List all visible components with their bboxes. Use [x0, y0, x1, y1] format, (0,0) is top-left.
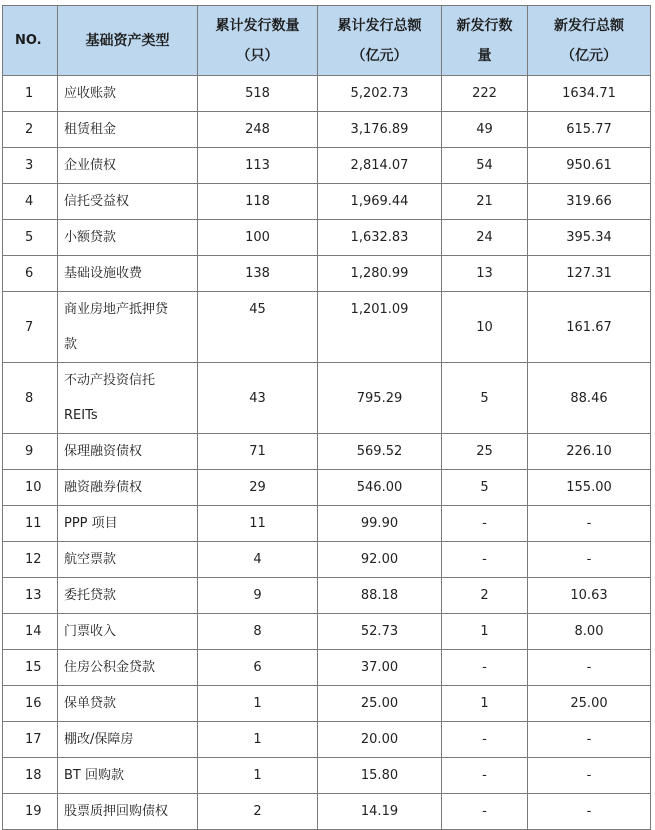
header-asset-type: 基础资产类型: [58, 6, 198, 76]
cell-asset-type: 企业债权: [58, 148, 198, 184]
cell-new-count: 1: [442, 686, 528, 722]
cell-new-amount: 10.63: [528, 578, 651, 614]
cell-no: 12: [3, 542, 58, 578]
cell-new-count: 25: [442, 434, 528, 470]
cell-new-count: 5: [442, 470, 528, 506]
cell-cumulative-amount: 92.00: [318, 542, 442, 578]
table-row: [3, 794, 651, 830]
cell-asset-type: 基础设施收费: [58, 256, 198, 292]
cell-cumulative-count: 29: [198, 470, 318, 506]
cell-asset-type: 保理融资债权: [58, 434, 198, 470]
cell-new-amount: 226.10: [528, 434, 651, 470]
cell-asset-type: 保单贷款: [58, 686, 198, 722]
cell-no: 3: [3, 148, 58, 184]
cell-new-amount: 1634.71: [528, 76, 651, 112]
cell-asset-type: 租赁租金: [58, 112, 198, 148]
header-no: NO.: [3, 6, 58, 76]
cell-asset-type-line2: 款: [64, 337, 78, 352]
cell-cumulative-count: 100: [198, 220, 318, 256]
cell-new-count: -: [442, 506, 528, 542]
cell-new-count: 21: [442, 184, 528, 220]
table-row: [3, 614, 651, 650]
table-row: [3, 76, 651, 112]
header-new-amount-line1: 新发行总额: [554, 17, 624, 34]
cell-new-amount: 25.00: [528, 686, 651, 722]
header-new-count-line2: 量: [477, 47, 492, 64]
cell-cumulative-count: 43: [198, 363, 318, 434]
cell-new-amount: 127.31: [528, 256, 651, 292]
cell-cumulative-count: 138: [198, 256, 318, 292]
cell-no: 11: [3, 506, 58, 542]
cell-cumulative-count: 6: [198, 650, 318, 686]
cell-asset-type: 航空票款: [58, 542, 198, 578]
cell-asset-type: 门票收入: [58, 614, 198, 650]
cell-cumulative-amount: 15.80: [318, 758, 442, 794]
cell-asset-type: 应收账款: [58, 76, 198, 112]
cell-new-amount: -: [528, 722, 651, 758]
cell-new-count: 10: [442, 292, 528, 363]
cell-new-count: 2: [442, 578, 528, 614]
cell-new-count: 1: [442, 614, 528, 650]
cell-cumulative-amount: 1,280.99: [318, 256, 442, 292]
cell-new-amount: 615.77: [528, 112, 651, 148]
cell-new-amount: 319.66: [528, 184, 651, 220]
cell-asset-type: [58, 363, 198, 434]
header-new-amount-line2: （亿元）: [561, 47, 617, 64]
cell-new-count: 222: [442, 76, 528, 112]
cell-cumulative-count: 1: [198, 686, 318, 722]
cell-asset-type-line1: 不动产投资信托: [64, 373, 156, 388]
cell-cumulative-amount: 1,201.09: [318, 292, 442, 363]
cell-cumulative-amount: 3,176.89: [318, 112, 442, 148]
cell-no: 8: [3, 363, 58, 434]
cell-cumulative-count: 4: [198, 542, 318, 578]
cell-cumulative-amount: 99.90: [318, 506, 442, 542]
table-row: [3, 112, 651, 148]
cell-asset-type: 委托贷款: [58, 578, 198, 614]
cell-asset-type-line2: REITs: [64, 408, 98, 423]
cell-cumulative-amount: 569.52: [318, 434, 442, 470]
cell-new-amount: -: [528, 794, 651, 830]
cell-no: 5: [3, 220, 58, 256]
cell-new-amount: 950.61: [528, 148, 651, 184]
cell-no: 18: [3, 758, 58, 794]
cell-cumulative-count: 1: [198, 758, 318, 794]
cell-cumulative-count: 11: [198, 506, 318, 542]
cell-no: 7: [3, 292, 58, 363]
table-row: [3, 542, 651, 578]
cell-asset-type: [58, 292, 198, 363]
cell-new-count: 24: [442, 220, 528, 256]
table-row: [3, 722, 651, 758]
cell-new-count: -: [442, 650, 528, 686]
cell-no: 16: [3, 686, 58, 722]
cell-no: 2: [3, 112, 58, 148]
header-new-amount: [528, 6, 651, 76]
cell-cumulative-amount: 14.19: [318, 794, 442, 830]
header-cumulative-amount: [318, 6, 442, 76]
cell-new-amount: 395.34: [528, 220, 651, 256]
cell-new-count: -: [442, 722, 528, 758]
cell-cumulative-count: 118: [198, 184, 318, 220]
header-cumulative-count-line2: （只）: [236, 47, 279, 64]
cell-no: 19: [3, 794, 58, 830]
cell-cumulative-count: 45: [198, 292, 318, 363]
cell-no: 9: [3, 434, 58, 470]
cell-new-count: 5: [442, 363, 528, 434]
cell-cumulative-amount: 1,969.44: [318, 184, 442, 220]
cell-asset-type: BT 回购款: [58, 758, 198, 794]
cell-no: 13: [3, 578, 58, 614]
cell-new-count: -: [442, 794, 528, 830]
cell-new-amount: 161.67: [528, 292, 651, 363]
cell-cumulative-amount: 1,632.83: [318, 220, 442, 256]
cell-new-count: 54: [442, 148, 528, 184]
table-row: [3, 292, 651, 363]
cell-new-amount: -: [528, 758, 651, 794]
cell-no: 15: [3, 650, 58, 686]
cell-asset-type: PPP 项目: [58, 506, 198, 542]
table-row: [3, 650, 651, 686]
table-row: [3, 256, 651, 292]
cell-cumulative-count: 9: [198, 578, 318, 614]
cell-new-amount: -: [528, 650, 651, 686]
table-row: [3, 506, 651, 542]
cell-cumulative-amount: 546.00: [318, 470, 442, 506]
cell-cumulative-count: 248: [198, 112, 318, 148]
cell-cumulative-amount: 88.18: [318, 578, 442, 614]
cell-new-amount: 155.00: [528, 470, 651, 506]
cell-new-count: 13: [442, 256, 528, 292]
table-row: [3, 578, 651, 614]
cell-cumulative-amount: 52.73: [318, 614, 442, 650]
cell-new-amount: 88.46: [528, 363, 651, 434]
header-cumulative-amount-line2: （亿元）: [351, 47, 408, 64]
header-row: [3, 6, 651, 76]
header-cumulative-count: [198, 6, 318, 76]
cell-cumulative-count: 71: [198, 434, 318, 470]
cell-cumulative-amount: 5,202.73: [318, 76, 442, 112]
header-new-count-line1: 新发行数: [456, 17, 513, 34]
cell-cumulative-amount: 2,814.07: [318, 148, 442, 184]
cell-cumulative-count: 8: [198, 614, 318, 650]
cell-cumulative-count: 113: [198, 148, 318, 184]
cell-cumulative-count: 518: [198, 76, 318, 112]
cell-cumulative-amount: 25.00: [318, 686, 442, 722]
cell-asset-type: 信托受益权: [58, 184, 198, 220]
cell-no: 6: [3, 256, 58, 292]
cell-new-amount: -: [528, 542, 651, 578]
cell-cumulative-count: 1: [198, 722, 318, 758]
table-row: [3, 470, 651, 506]
cell-new-amount: -: [528, 506, 651, 542]
header-cumulative-count-line1: 累计发行数量: [215, 17, 300, 34]
table-row: [3, 184, 651, 220]
cell-cumulative-amount: 37.00: [318, 650, 442, 686]
table-row: [3, 363, 651, 434]
cell-no: 10: [3, 470, 58, 506]
cell-new-amount: 8.00: [528, 614, 651, 650]
cell-cumulative-amount: 20.00: [318, 722, 442, 758]
cell-asset-type: 融资融券债权: [58, 470, 198, 506]
cell-no: 14: [3, 614, 58, 650]
header-new-count: [442, 6, 528, 76]
cell-cumulative-count: 2: [198, 794, 318, 830]
cell-new-count: 49: [442, 112, 528, 148]
header-cumulative-amount-line1: 累计发行总额: [337, 17, 422, 34]
cell-asset-type: 棚改/保障房: [58, 722, 198, 758]
cell-asset-type: 小额贷款: [58, 220, 198, 256]
table-row: [3, 220, 651, 256]
table-row: [3, 758, 651, 794]
table-row: [3, 148, 651, 184]
table-row: [3, 686, 651, 722]
cell-no: 17: [3, 722, 58, 758]
cell-asset-type-line1: 商业房地产抵押贷: [64, 302, 169, 317]
cell-new-count: -: [442, 758, 528, 794]
cell-asset-type: 股票质押回购债权: [58, 794, 198, 830]
abs-issuance-table: [2, 5, 651, 830]
table-row: [3, 434, 651, 470]
cell-no: 4: [3, 184, 58, 220]
cell-asset-type: 住房公积金贷款: [58, 650, 198, 686]
cell-cumulative-amount: 795.29: [318, 363, 442, 434]
cell-no: 1: [3, 76, 58, 112]
cell-new-count: -: [442, 542, 528, 578]
